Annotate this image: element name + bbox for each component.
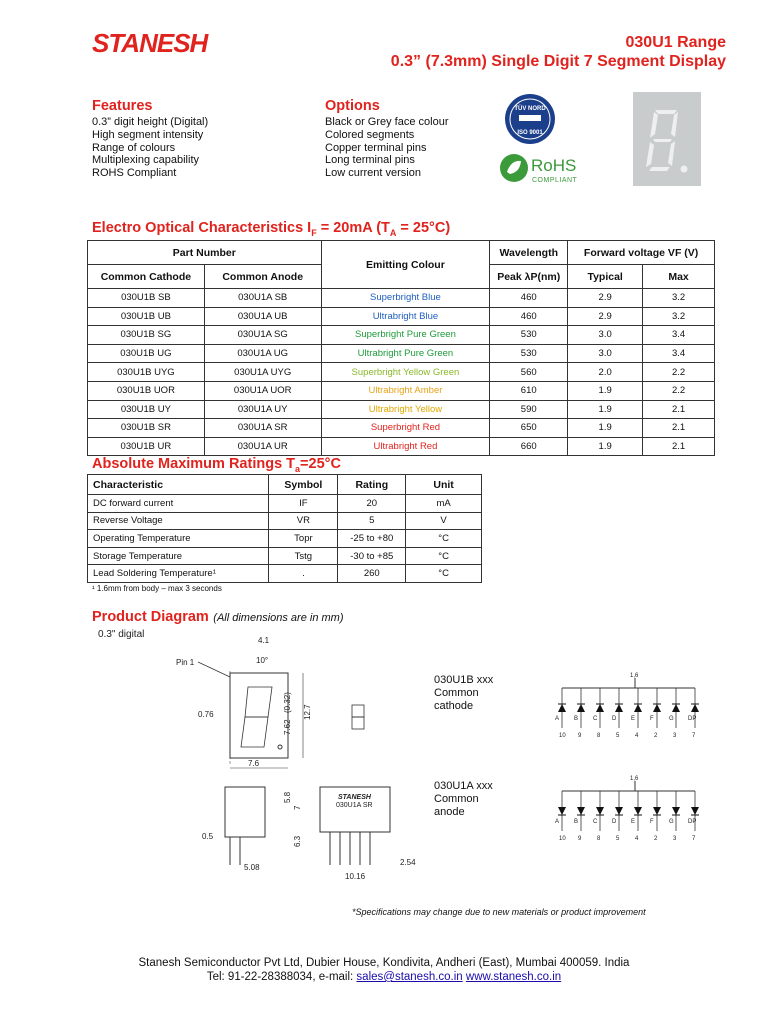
unit-header: Unit [406,475,482,495]
table-row [88,326,715,345]
pin-label: 2 [654,733,658,739]
segment-label: E [631,716,636,722]
range-title: 030U1 Range [625,34,726,51]
peak-cell: 460 [490,289,568,308]
pin-label: 7 [692,733,696,739]
cc-cell: 030U1B UB [88,307,205,326]
rohs-compliant-text: COMPLIANT [532,177,578,184]
svg-text:Pin 1: Pin 1 [176,658,195,667]
diode-icon [653,807,661,815]
peak-cell: 460 [490,307,568,326]
list-item: Long terminal pins [325,154,415,167]
symbol-cell: Topr [269,530,338,548]
list-item: Copper terminal pins [325,141,427,154]
max-cell: 3.4 [643,326,715,345]
table-row [88,547,482,565]
mechanical-drawing [90,625,420,885]
rating-header: Rating [338,475,406,495]
ca-cell: 030U1A UOR [204,381,321,400]
segment-label: C [593,819,598,825]
pin-label: 2 [654,836,658,842]
ca-cell: 030U1A UB [204,307,321,326]
characteristic-cell: Operating Temperature [88,530,269,548]
ca-cell: 030U1A SB [204,289,321,308]
segment-label: E [631,819,636,825]
pin-label: 10 [559,733,566,739]
table-row [88,381,715,400]
cc-cell: 030U1B SR [88,419,205,438]
max-cell: 3.2 [643,289,715,308]
email-link[interactable]: sales@stanesh.co.in [356,971,463,983]
table-row [88,307,715,326]
table-row [88,530,482,548]
typical-header: Typical [568,265,643,289]
iso-text: ISO 9001 [517,130,543,136]
symbol-cell: VR [269,512,338,530]
diode-icon [672,704,680,712]
list-item: Multiplexing capability [92,154,199,167]
list-item: Black or Grey face colour [325,116,449,128]
seven-segment-display-image [633,92,701,186]
diode-icon [596,807,604,815]
common-cathode-header: Common Cathode [88,265,205,289]
colour-cell: Superbright Yellow Green [321,363,490,382]
colour-cell: Superbright Pure Green [321,326,490,345]
common-pin-label: 1,6 [630,776,639,782]
svg-text:10.16: 10.16 [345,872,366,881]
symbol-cell: IF [269,495,338,513]
characteristic-header: Characteristic [88,475,269,495]
svg-text:10°: 10° [256,656,269,665]
segment-label: D [612,819,617,825]
unit-cell: °C [406,565,482,583]
typical-cell: 1.9 [568,381,643,400]
product-diagram-subtitle: (All dimensions are in mm) [213,612,344,624]
svg-text:5.08: 5.08 [244,863,260,872]
diode-icon [615,807,623,815]
characteristic-cell: Storage Temperature [88,547,269,565]
typical-cell: 1.9 [568,400,643,419]
colour-cell: Ultrabright Pure Green [321,344,490,363]
pin-label: 5 [616,836,620,842]
table-row [88,495,482,513]
anode-labels [434,780,493,819]
svg-text:030U1A SR: 030U1A SR [336,802,373,809]
forward-voltage-header: Forward voltage VF (V) [568,241,715,265]
characteristic-cell: Lead Soldering Temperature¹ [88,565,269,583]
footer-contact: Tel: 91-22-28388034, e-mail: sales@stanesh.co.in www.stanesh.co.in [206,971,562,983]
ca-cell: 030U1A UG [204,344,321,363]
emitting-colour-header: Emitting Colour [321,241,490,289]
colour-cell: Ultrabright Yellow [321,400,490,419]
segment-label: B [574,819,579,825]
svg-text:0.76: 0.76 [198,710,214,719]
pin-label: 9 [578,836,582,842]
colour-cell: Ultrabright Blue [321,307,490,326]
svg-text:(0.32): (0.32) [283,692,292,713]
pin-label: 3 [673,836,677,842]
pin-label: 9 [578,733,582,739]
colour-cell: Superbright Red [321,419,490,438]
options-list [325,116,449,180]
common-anode-header: Common Anode [204,265,321,289]
peak-cell: 650 [490,419,568,438]
segment-label: G [669,716,674,722]
max-cell: 2.2 [643,363,715,382]
diode-icon [577,807,585,815]
segment-label: F [650,716,654,722]
features-list [92,116,208,180]
max-cell: 2.1 [643,437,715,456]
pin-label: 8 [597,733,601,739]
characteristic-cell: DC forward current [88,495,269,513]
pin-label: 10 [559,836,566,842]
segment-label: DP [688,716,697,722]
list-item: Range of colours [92,141,176,154]
ca-cell: 030U1A SR [204,419,321,438]
diode-icon [558,704,566,712]
max-cell: 3.2 [643,307,715,326]
segments [646,110,688,173]
peak-cell: 590 [490,400,568,419]
pin-label: 8 [597,836,601,842]
list-item: High segment intensity [92,128,204,141]
max-cell: 3.4 [643,344,715,363]
cathode-label-1: Common [434,687,479,699]
characteristic-cell: Reverse Voltage [88,512,269,530]
unit-cell: V [406,512,482,530]
svg-text:STANESH: STANESH [338,794,371,801]
product-diagram-title: Product Diagram [92,609,209,625]
typical-cell: 3.0 [568,344,643,363]
segment-label: G [669,819,674,825]
product-diagram-heading [92,608,344,626]
cc-cell: 030U1B UG [88,344,205,363]
rating-cell: -25 to +80 [338,530,406,548]
diode-icon [596,704,604,712]
website-link[interactable]: www.stanesh.co.in [465,971,562,983]
cc-cell: 030U1B SB [88,289,205,308]
diode-icon [558,807,566,815]
ca-cell: 030U1A UR [204,437,321,456]
table-row [88,437,715,456]
cathode-part: 030U1B xxx [434,674,494,686]
segment-label: B [574,716,579,722]
peak-cell: 530 [490,344,568,363]
rating-cell: 260 [338,565,406,583]
svg-text:0.5: 0.5 [202,832,214,841]
cc-cell: 030U1B UOR [88,381,205,400]
diode-icon [577,704,585,712]
table-row [88,344,715,363]
typical-cell: 1.9 [568,419,643,438]
peak-cell: 610 [490,381,568,400]
segment-label: A [555,819,560,825]
tuv-iso-badge [503,92,557,146]
unit-cell: °C [406,547,482,565]
pin-label: 4 [635,836,639,842]
diode-icon [634,704,642,712]
svg-text:7.6: 7.6 [248,759,260,768]
table-row [88,400,715,419]
rohs-badge [498,150,588,188]
segment-label: DP [688,819,697,825]
segment-label: C [593,716,598,722]
stanesh-logo-text: STANESH [92,30,208,58]
diode-icon [691,807,699,815]
max-cell: 2.2 [643,381,715,400]
svg-text:6.3: 6.3 [293,835,302,847]
cc-cell: 030U1B UYG [88,363,205,382]
peak-cell: 530 [490,326,568,345]
tuv-text: TÜV NORD [514,106,546,112]
anode-schematic [550,773,720,845]
part-number-header: Part Number [88,241,322,265]
anode-label-2: anode [434,806,465,818]
diode-icon [615,704,623,712]
options-title: Options [325,98,380,114]
svg-text:5.8: 5.8 [283,791,292,803]
pin-label: 3 [673,733,677,739]
svg-text:7: 7 [293,805,302,810]
typical-cell: 2.9 [568,289,643,308]
max-header: Max [643,265,715,289]
common-pin-label: 1,6 [630,673,639,679]
rating-cell: 20 [338,495,406,513]
symbol-cell: . [269,565,338,583]
ca-cell: 030U1A UY [204,400,321,419]
wavelength-header: Wavelength [490,241,568,265]
anode-label-1: Common [434,793,479,805]
cathode-schematic [550,670,720,742]
svg-text:7.62: 7.62 [283,719,292,735]
typical-cell: 3.0 [568,326,643,345]
symbol-cell: Tstg [269,547,338,565]
rating-cell: -30 to +85 [338,547,406,565]
peak-cell: 660 [490,437,568,456]
cc-cell: 030U1B UY [88,400,205,419]
svg-text:12.7: 12.7 [303,704,312,720]
footer-address: Stanesh Semiconductor Pvt Ltd, Dubier House, Kondivita, Andheri (East), Mumbai 400059. India [138,957,630,969]
abs-max-table [87,474,482,583]
diode-icon [634,807,642,815]
peak-header: Peak λP(nm) [490,265,568,289]
symbol-header: Symbol [269,475,338,495]
features-title: Features [92,98,153,114]
cathode-labels [434,674,493,713]
list-item: Colored segments [325,128,415,141]
product-subtitle: 0.3” (7.3mm) Single Digit 7 Segment Display [390,53,726,70]
ca-cell: 030U1A UYG [204,363,321,382]
max-cell: 2.1 [643,400,715,419]
list-item: ROHS Compliant [92,167,177,180]
diode-icon [653,704,661,712]
cathode-label-2: cathode [434,700,474,712]
ca-cell: 030U1A SG [204,326,321,345]
table-row [88,289,715,308]
pin-label: 5 [616,733,620,739]
pin-label: 4 [635,733,639,739]
segment-label: F [650,819,654,825]
colour-cell: Ultrabright Red [321,437,490,456]
svg-text:0.3" digital: 0.3" digital [98,629,145,640]
cc-cell: 030U1B UR [88,437,205,456]
colour-cell: Superbright Blue [321,289,490,308]
anode-part: 030U1A xxx [434,780,493,792]
table-row [88,512,482,530]
max-cell: 2.1 [643,419,715,438]
stanesh-logo [92,30,222,60]
pin-label: 7 [692,836,696,842]
electro-optical-title: Electro Optical Characteristics $I_F = 20mA$ $(T_A = 25^\circ C)$ [92,220,451,238]
disclaimer: *Specifications may change due to new materials or product improvement [352,907,646,917]
abs-max-footnote: ¹ 1.6mm from body – max 3 seconds [92,584,222,593]
diode-icon [691,704,699,712]
unit-cell: °C [406,530,482,548]
unit-cell: mA [406,495,482,513]
segment-label: A [555,716,560,722]
table-row [88,565,482,583]
cc-cell: 030U1B SG [88,326,205,345]
table-row [88,419,715,438]
table-row [88,363,715,382]
colour-cell: Ultrabright Amber [321,381,490,400]
typical-cell: 2.0 [568,363,643,382]
abs-max-title: Absolute Maximum Ratings $T_a=25^\circ C$ [92,456,341,474]
svg-text:2.54: 2.54 [400,858,416,867]
rating-cell: 5 [338,512,406,530]
segment-label: D [612,716,617,722]
diode-icon [672,807,680,815]
rohs-text: RoHS [531,156,577,175]
peak-cell: 560 [490,363,568,382]
list-item: 0.3” digit height (Digital) [92,116,209,128]
typical-cell: 2.9 [568,307,643,326]
svg-text:4.1: 4.1 [258,636,270,645]
typical-cell: 1.9 [568,437,643,456]
list-item: Low current version [325,167,421,180]
electro-optical-table [87,240,715,456]
